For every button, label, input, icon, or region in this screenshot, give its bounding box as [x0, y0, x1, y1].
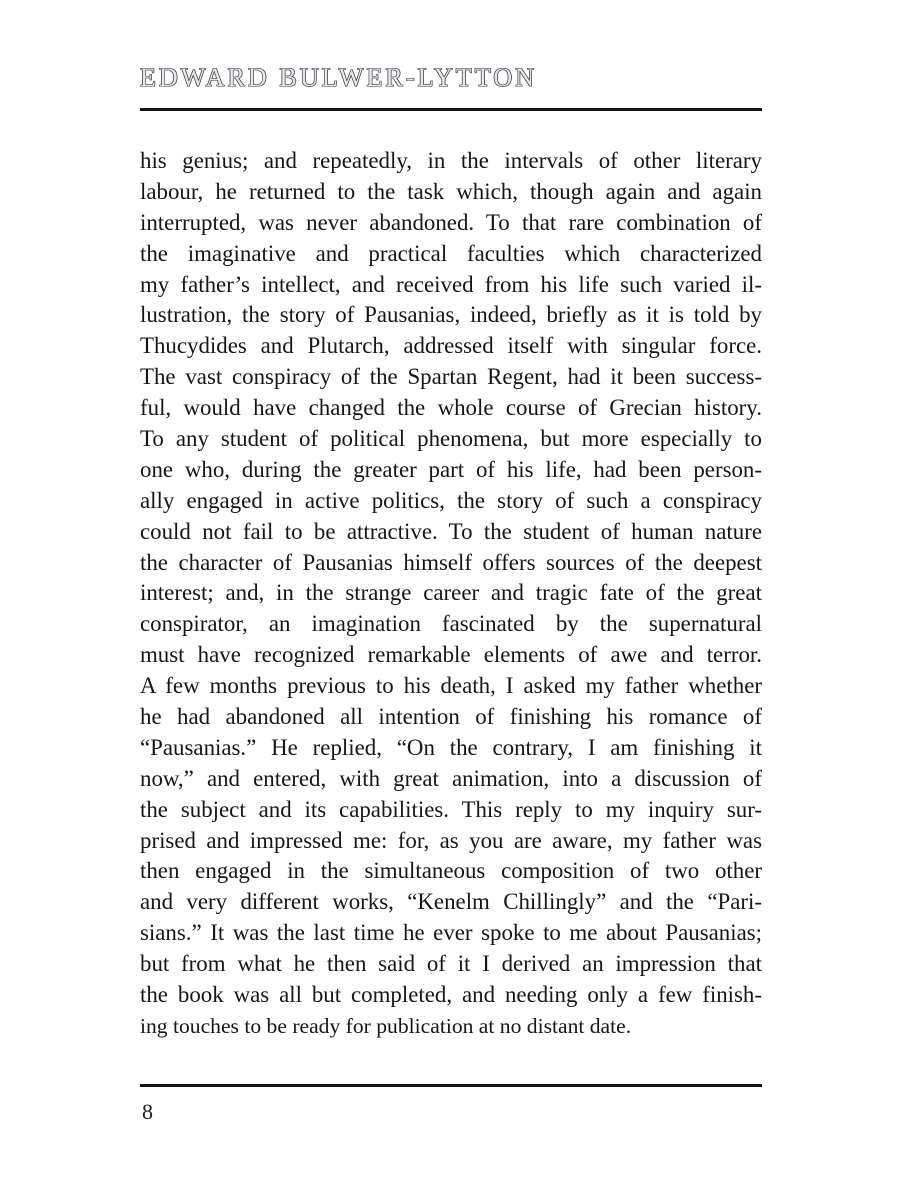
text-line: my father’s intellect, and received from his life such varied il-	[140, 271, 762, 297]
text-line: interest; and, in the strange career and tragic fate of the great	[140, 580, 762, 606]
text-line: now,” and entered, with great animation, into a discussion of	[140, 765, 762, 791]
text-line: A few months previous to his death, I asked my father whether	[140, 673, 762, 699]
running-head-title: EDWARD BULWER-LYTTON	[140, 63, 538, 92]
text-line: ing touches to be ready for publication at no distant date.	[140, 1013, 632, 1038]
text-line: Thucydides and Plutarch, addressed itself with singular force.	[140, 333, 762, 359]
text-line: the subject and its capabilities. This reply to my inquiry sur-	[140, 796, 762, 822]
text-line: labour, he returned to the task which, though again and again	[140, 178, 762, 204]
running-head	[140, 62, 762, 102]
text-line: sians.” It was the last time he ever spoke to me about Pausanias;	[140, 920, 762, 946]
body-paragraph	[140, 146, 762, 1042]
text-line: the character of Pausanias himself offers sources of the deepest	[140, 549, 762, 575]
text-line: The vast conspiracy of the Spartan Regent, had it been success-	[140, 364, 762, 390]
text-line: the imaginative and practical faculties which characterized	[140, 240, 762, 266]
header-rule	[140, 108, 762, 111]
text-line: interrupted, was never abandoned. To that rare combination of	[140, 209, 762, 235]
text-line: and very different works, “Kenelm Chillingly” and the “Pari-	[140, 889, 762, 915]
text-line: then engaged in the simultaneous composition of two other	[140, 858, 762, 884]
text-line: “Pausanias.” He replied, “On the contrary, I am finishing it	[140, 734, 762, 760]
text-line: ful, would have changed the whole course of Grecian history.	[140, 395, 762, 421]
page-number: 8	[142, 1099, 153, 1124]
text-line: but from what he then said of it I derived an impression that	[140, 951, 762, 977]
footer-rule	[140, 1084, 762, 1087]
text-line: conspirator, an imagination fascinated by the supernatural	[140, 611, 762, 637]
content-frame	[140, 0, 762, 1200]
text-line: his genius; and repeatedly, in the intervals of other literary	[140, 148, 762, 173]
text-line: one who, during the greater part of his life, had been person-	[140, 456, 762, 482]
text-line: To any student of political phenomena, but more especially to	[140, 426, 762, 452]
text-line: lustration, the story of Pausanias, indeed, briefly as it is told by	[140, 302, 762, 328]
text-line: could not fail to be attractive. To the student of human nature	[140, 518, 762, 544]
text-line: he had abandoned all intention of finishing his romance of	[140, 704, 762, 730]
text-line: must have recognized remarkable elements of awe and terror.	[140, 642, 762, 668]
text-line: the book was all but completed, and needing only a few finish-	[140, 982, 762, 1008]
text-line: ally engaged in active politics, the story of such a conspiracy	[140, 487, 762, 513]
text-line: prised and impressed me: for, as you are aware, my father was	[140, 827, 762, 853]
